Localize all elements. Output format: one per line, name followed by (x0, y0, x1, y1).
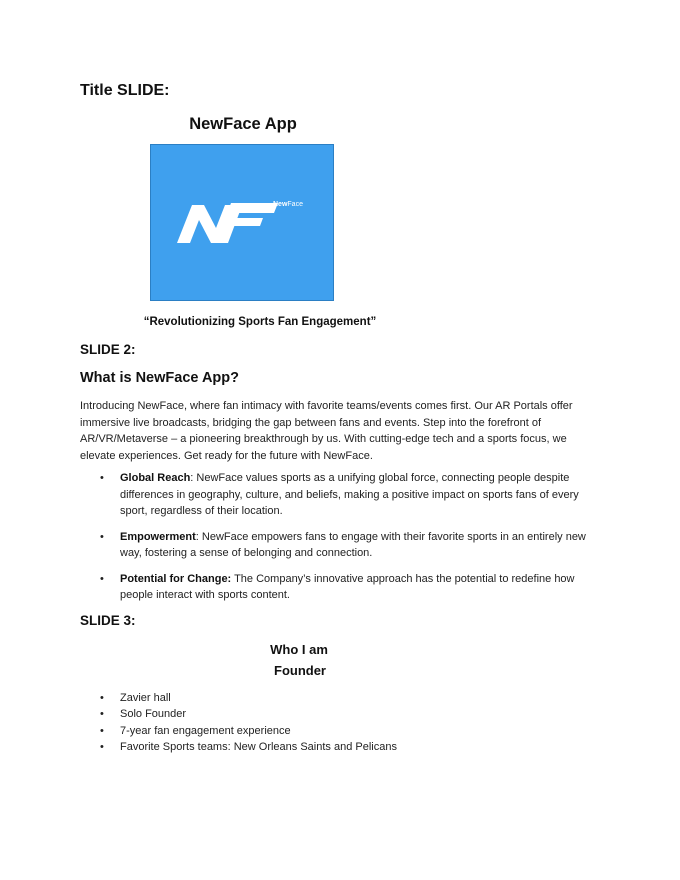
title-slide-heading: Title SLIDE: (80, 82, 170, 99)
bullet-dot-icon: • (100, 740, 104, 753)
app-name-title: NewFace App (189, 115, 297, 133)
intro-line: Introducing NewFace, where fan intimacy with favorite teams/events comes first. Our AR Portals offer (80, 400, 573, 412)
who-i-am-heading: Who I am (270, 642, 328, 657)
bullet-text: way, fostering a sense of belonging and connection. (120, 547, 373, 559)
bullet-text: : NewFace values sports as a unifying global force, connecting people despite (190, 472, 570, 484)
founder-heading: Founder (274, 663, 326, 678)
intro-line: immersive live broadcasts, bridging the gap between fans and events. Step into the forefront of (80, 416, 542, 429)
bullet-dot-icon: • (100, 692, 104, 704)
bullet-dot-icon: • (100, 708, 104, 721)
bullet-label: Potential for Change: (120, 572, 232, 585)
bullet-potential-for-change (100, 571, 620, 604)
bullet-dot-icon: • (100, 724, 104, 737)
bullet-dot-icon: • (100, 572, 104, 585)
bullet-label: Global Reach (120, 472, 191, 484)
bullet-global-reach (100, 470, 620, 520)
intro-paragraph (80, 398, 620, 464)
bullet-text: sport, regardless of their location. (120, 505, 283, 517)
intro-line: elevate experiences. Get ready for the future with NewFace. (80, 449, 373, 462)
bullet-label: Empowerment (120, 530, 196, 543)
slide2-subheading: What is NewFace App? (80, 370, 239, 386)
list-item: • Solo Founder (100, 706, 397, 722)
list-item: • Favorite Sports teams: New Orleans Saints and Pelicans (100, 739, 397, 755)
list-item: • 7-year fan engagement experience (100, 723, 397, 739)
bullet-dot-icon: • (100, 530, 104, 543)
slide2-bullet-list (100, 470, 620, 604)
bullet-dot-icon: • (100, 472, 104, 484)
logo-brand-text: NewFace (273, 201, 303, 208)
bullet-text: people interact with sports content. (120, 589, 290, 601)
slide3-heading: SLIDE 3: (80, 613, 136, 628)
bullet-text: The Company’s innovative approach has the potential to redefine how (231, 572, 575, 585)
tagline: “Revolutionizing Sports Fan Engagement” (143, 316, 377, 328)
nf-monogram-icon (151, 145, 335, 302)
list-item: • Zavier hall (100, 690, 397, 706)
bullet-text: : NewFace empowers fans to engage with their favorite sports in an entirely new (195, 530, 586, 543)
bullet-empowerment (100, 529, 620, 562)
bullet-text: differences in geography, culture, and beliefs, making a positive impact on sports fans of every (120, 488, 579, 501)
newface-logo (150, 144, 334, 301)
slide2-heading: SLIDE 2: (80, 342, 136, 357)
slide3-bullet-list (100, 690, 397, 755)
intro-line: AR/VR/Metaverse – a pioneering breakthrough by us. With cutting-edge tech and a sports focus, we (80, 433, 567, 445)
